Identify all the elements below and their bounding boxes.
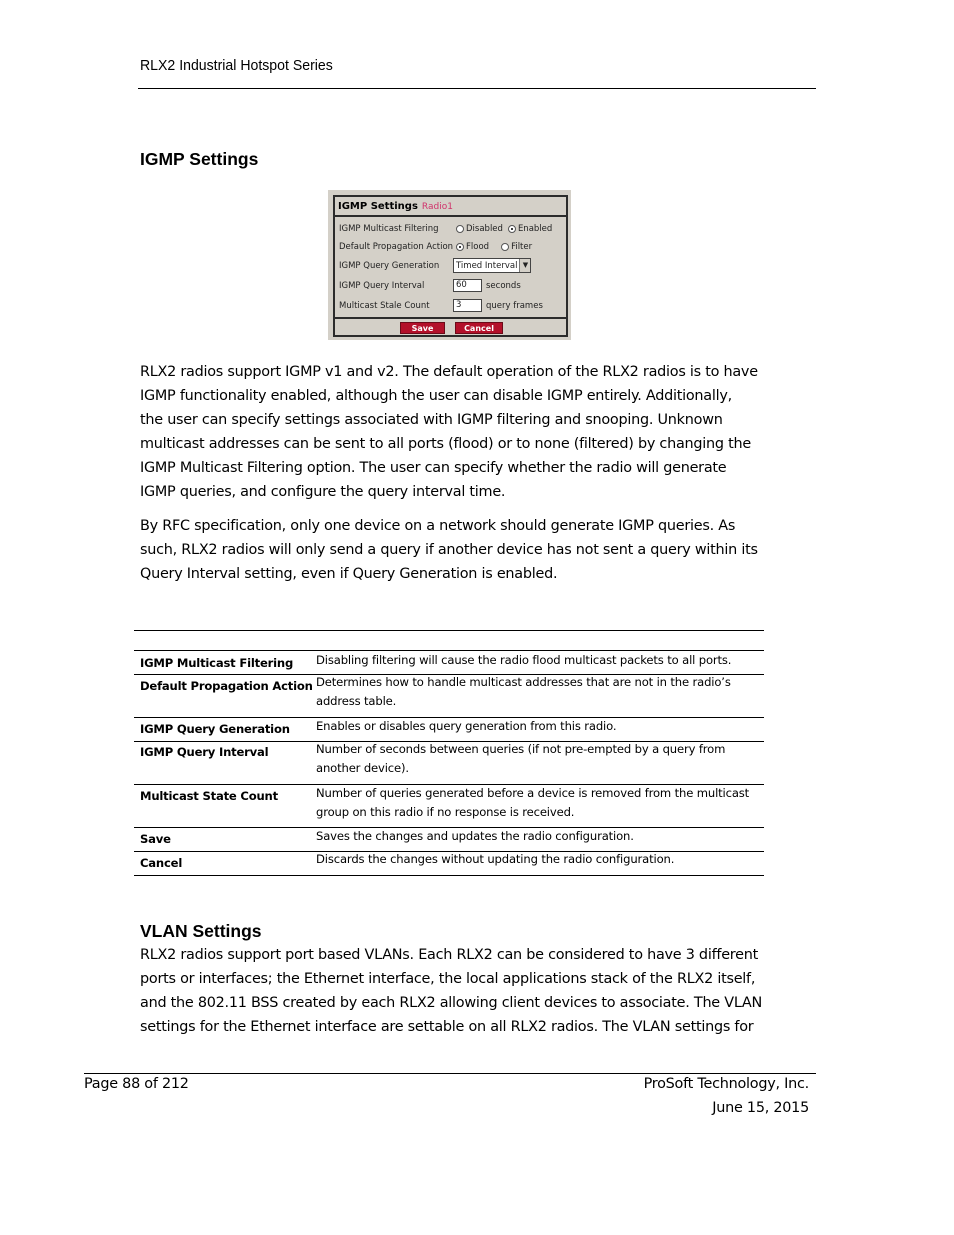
chevron-down-icon[interactable]: ▼ <box>519 259 530 272</box>
propagation-options <box>456 242 532 252</box>
table-term: Multicast State Count <box>140 789 278 803</box>
table-term: IGMP Query Generation <box>140 722 290 736</box>
table-row <box>134 852 764 876</box>
igmp-settings-panel <box>333 195 568 337</box>
table-row <box>134 718 764 742</box>
query-generation-label: IGMP Query Generation <box>339 261 440 271</box>
text-line: IGMP queries, and configure the query interval time. <box>140 484 506 500</box>
propagation-filter-radio[interactable] <box>501 243 509 251</box>
table-term: Default Propagation Action <box>140 679 313 693</box>
query-interval-input[interactable]: 60 <box>453 279 482 292</box>
document-header-title: RLX2 Industrial Hotspot Series <box>140 57 333 74</box>
text-line: the user can specify settings associated with IGMP filtering and snooping. Unknown <box>140 412 723 428</box>
text-line: Number of seconds between queries (if not pre-empted by a query from <box>316 742 726 756</box>
panel-footer <box>335 317 566 335</box>
table-top-rule <box>134 630 764 631</box>
footer-date: June 15, 2015 <box>712 1100 809 1116</box>
panel-title: IGMP Settings <box>338 201 418 212</box>
header-divider <box>138 88 816 89</box>
text-line: such, RLX2 radios will only send a query if another device has not sent a query within its <box>140 542 758 558</box>
table-description <box>316 784 749 822</box>
text-line: IGMP functionality enabled, although the user can disable IGMP entirely. Additionally, <box>140 388 732 404</box>
propagation-filter-label: Filter <box>511 242 533 252</box>
table-description <box>316 673 731 711</box>
text-line: Query Interval setting, even if Query Generation is enabled. <box>140 566 558 582</box>
text-line: group on this radio if no response is received. <box>316 805 575 819</box>
table-term: Cancel <box>140 856 183 870</box>
footer-company: ProSoft Technology, Inc. <box>643 1076 809 1092</box>
propagation-flood-radio[interactable] <box>456 243 464 251</box>
stale-count-unit: query frames <box>486 300 543 311</box>
text-line: address table. <box>316 694 397 708</box>
table-description <box>316 651 731 670</box>
page-number: Page 88 of 212 <box>84 1076 189 1092</box>
query-generation-select[interactable] <box>453 258 531 273</box>
table-row <box>134 828 764 852</box>
stale-count-input[interactable]: 3 <box>453 299 482 312</box>
igmp-section-title: IGMP Settings <box>140 149 259 169</box>
radio-name-label: Radio1 <box>421 202 453 212</box>
table-term: Save <box>140 832 171 846</box>
text-line: By RFC specification, only one device on a network should generate IGMP queries. As <box>140 518 736 534</box>
text-line: settings for the Ethernet interface are settable on all RLX2 radios. The VLAN settings for <box>140 1019 754 1035</box>
save-button[interactable]: Save <box>400 322 445 334</box>
table-description <box>316 740 725 778</box>
text-line: Saves the changes and updates the radio configuration. <box>316 829 634 843</box>
igmp-settings-screenshot <box>328 190 571 340</box>
panel-header <box>335 197 566 217</box>
table-row <box>134 742 764 785</box>
table-row <box>134 785 764 828</box>
text-line: Enables or disables query generation from this radio. <box>316 719 617 733</box>
filtering-enabled-label: Enabled <box>517 224 553 234</box>
text-line: RLX2 radios support IGMP v1 and v2. The default operation of the RLX2 radios is to have <box>140 364 758 380</box>
footer-divider <box>84 1073 816 1074</box>
text-line: and the 802.11 BSS created by each RLX2 allowing client devices to associate. The VLAN <box>140 995 763 1011</box>
query-interval-label: IGMP Query Interval <box>339 281 425 291</box>
table-description <box>316 717 616 736</box>
filtering-label: IGMP Multicast Filtering <box>339 224 439 234</box>
igmp-paragraph-2 <box>140 514 758 586</box>
table-row <box>134 650 764 675</box>
cancel-button[interactable]: Cancel <box>455 322 503 334</box>
filtering-options <box>456 224 552 234</box>
stale-count-control <box>453 299 543 312</box>
table-term: IGMP Multicast Filtering <box>140 656 294 670</box>
stale-count-label: Multicast Stale Count <box>339 301 430 311</box>
propagation-flood-label: Flood <box>466 242 490 252</box>
table-description <box>316 827 634 846</box>
text-line: Disabling filtering will cause the radio flood multicast packets to all ports. <box>316 653 732 667</box>
text-line: Discards the changes without updating the radio configuration. <box>316 852 675 866</box>
propagation-label: Default Propagation Action <box>339 242 454 252</box>
vlan-section-title: VLAN Settings <box>140 921 262 941</box>
text-line: multicast addresses can be sent to all ports (flood) or to none (filtered) by changing the <box>140 436 751 452</box>
text-line: RLX2 radios support port based VLANs. Each RLX2 can be considered to have 3 different <box>140 947 759 963</box>
filtering-disabled-label: Disabled <box>466 224 503 234</box>
filtering-enabled-radio[interactable] <box>508 225 516 233</box>
filtering-disabled-radio[interactable] <box>456 225 464 233</box>
text-line: Number of queries generated before a device is removed from the multicast <box>316 786 750 800</box>
text-line: Determines how to handle multicast addresses that are not in the radio’s <box>316 675 731 689</box>
text-line: IGMP Multicast Filtering option. The user can specify whether the radio will generate <box>140 460 727 476</box>
text-line: ports or interfaces; the Ethernet interface, the local applications stack of the RLX2 itself, <box>140 971 756 987</box>
table-description <box>316 850 674 869</box>
table-row <box>134 675 764 718</box>
query-interval-control <box>453 279 521 292</box>
query-generation-value: Timed Interval <box>456 260 518 271</box>
igmp-paragraph-1 <box>140 360 758 504</box>
table-term: IGMP Query Interval <box>140 745 269 759</box>
text-line: another device). <box>316 761 409 775</box>
vlan-paragraph <box>140 943 762 1039</box>
query-interval-unit: seconds <box>486 280 521 291</box>
